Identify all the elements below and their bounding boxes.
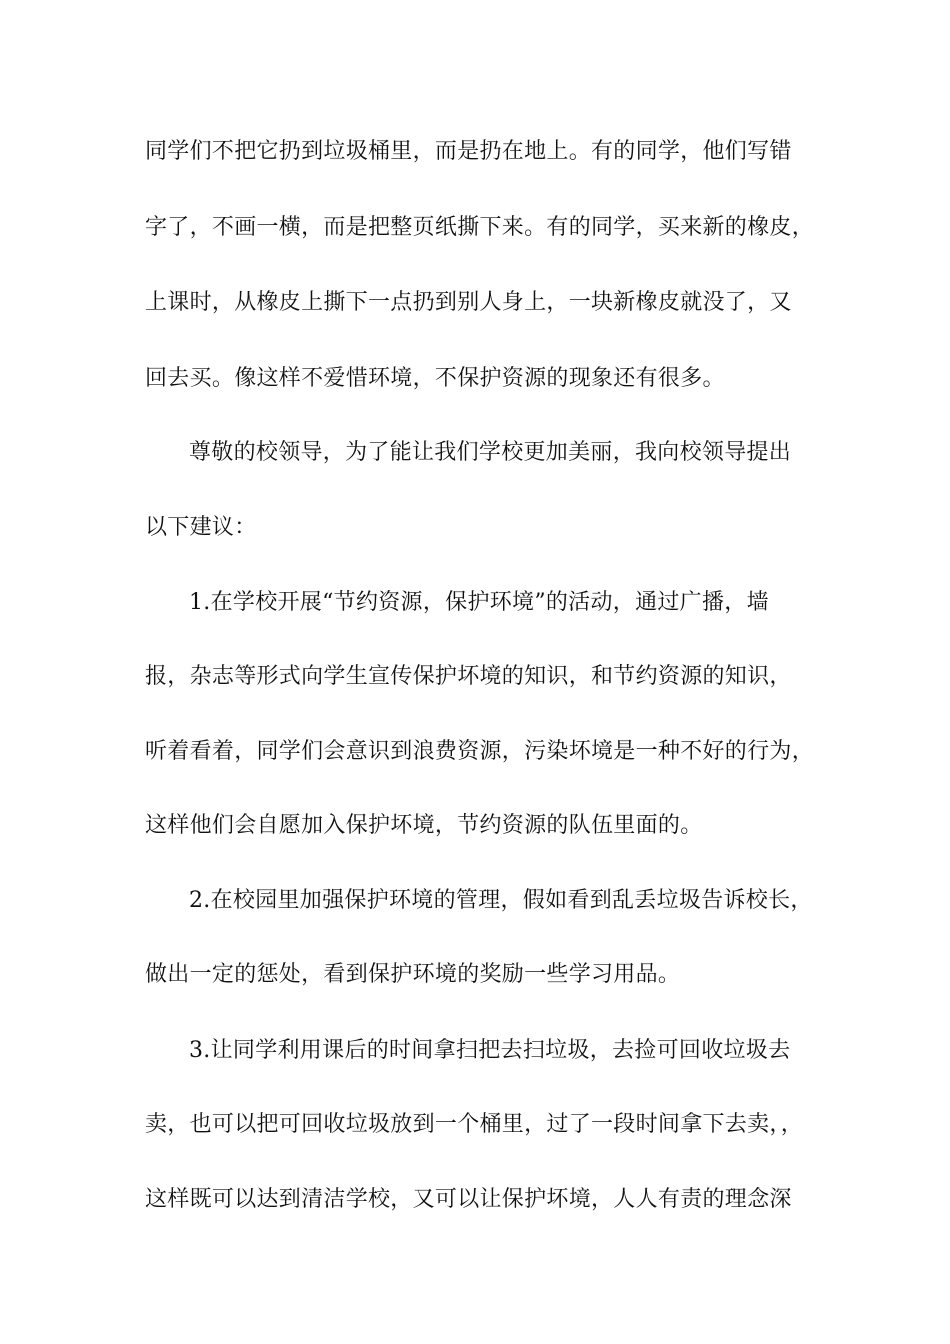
- text-line: 上课时，从橡皮上撕下一点扔到别人身上，一块新橡皮就没了，又: [145, 290, 792, 315]
- list-item-1: 1.在学校开展“节约资源，保护环境”的活动，通过广播，墙: [189, 590, 769, 615]
- text-line: 同学们不把它扔到垃圾桶里，而是扔在地上。有的同学，他们写错: [145, 139, 792, 164]
- text-line: 听着看着，同学们会意识到浪费资源，污染坏境是一种不好的行为，: [145, 739, 815, 764]
- text-line: 做出一定的惩处，看到保护环境的奖励一些学习用品。: [145, 962, 681, 987]
- text-line: 报，杂志等形式向学生宣传保护坏境的知识，和节约资源的知识，: [145, 664, 792, 689]
- text-line: 这样既可以达到清洁学校，又可以让保护坏境，人人有责的理念深: [145, 1187, 792, 1212]
- list-item-2: 2.在校园里加强保护环境的管理，假如看到乱丢垃圾告诉校长，: [189, 888, 813, 913]
- text-line: 这样他们会自愿加入保护坏境，节约资源的队伍里面的。: [145, 813, 703, 838]
- paragraph-start-line: 尊敬的校领导，为了能让我们学校更加美丽，我向校领导提出: [189, 440, 792, 465]
- text-line: 回去买。像这样不爱惜环境，不保护资源的现象还有很多。: [145, 366, 725, 391]
- text-line: 以下建议：: [145, 515, 257, 540]
- list-item-3: 3.让同学利用课后的时间拿扫把去扫垃圾，去捡可回收垃圾去: [189, 1038, 791, 1063]
- text-line: 卖，也可以把可回收垃圾放到一个桶里，过了一段时间拿下去卖，，: [145, 1112, 804, 1137]
- text-line: 字了，不画一横，而是把整页纸撕下来。有的同学，买来新的橡皮，: [145, 215, 815, 240]
